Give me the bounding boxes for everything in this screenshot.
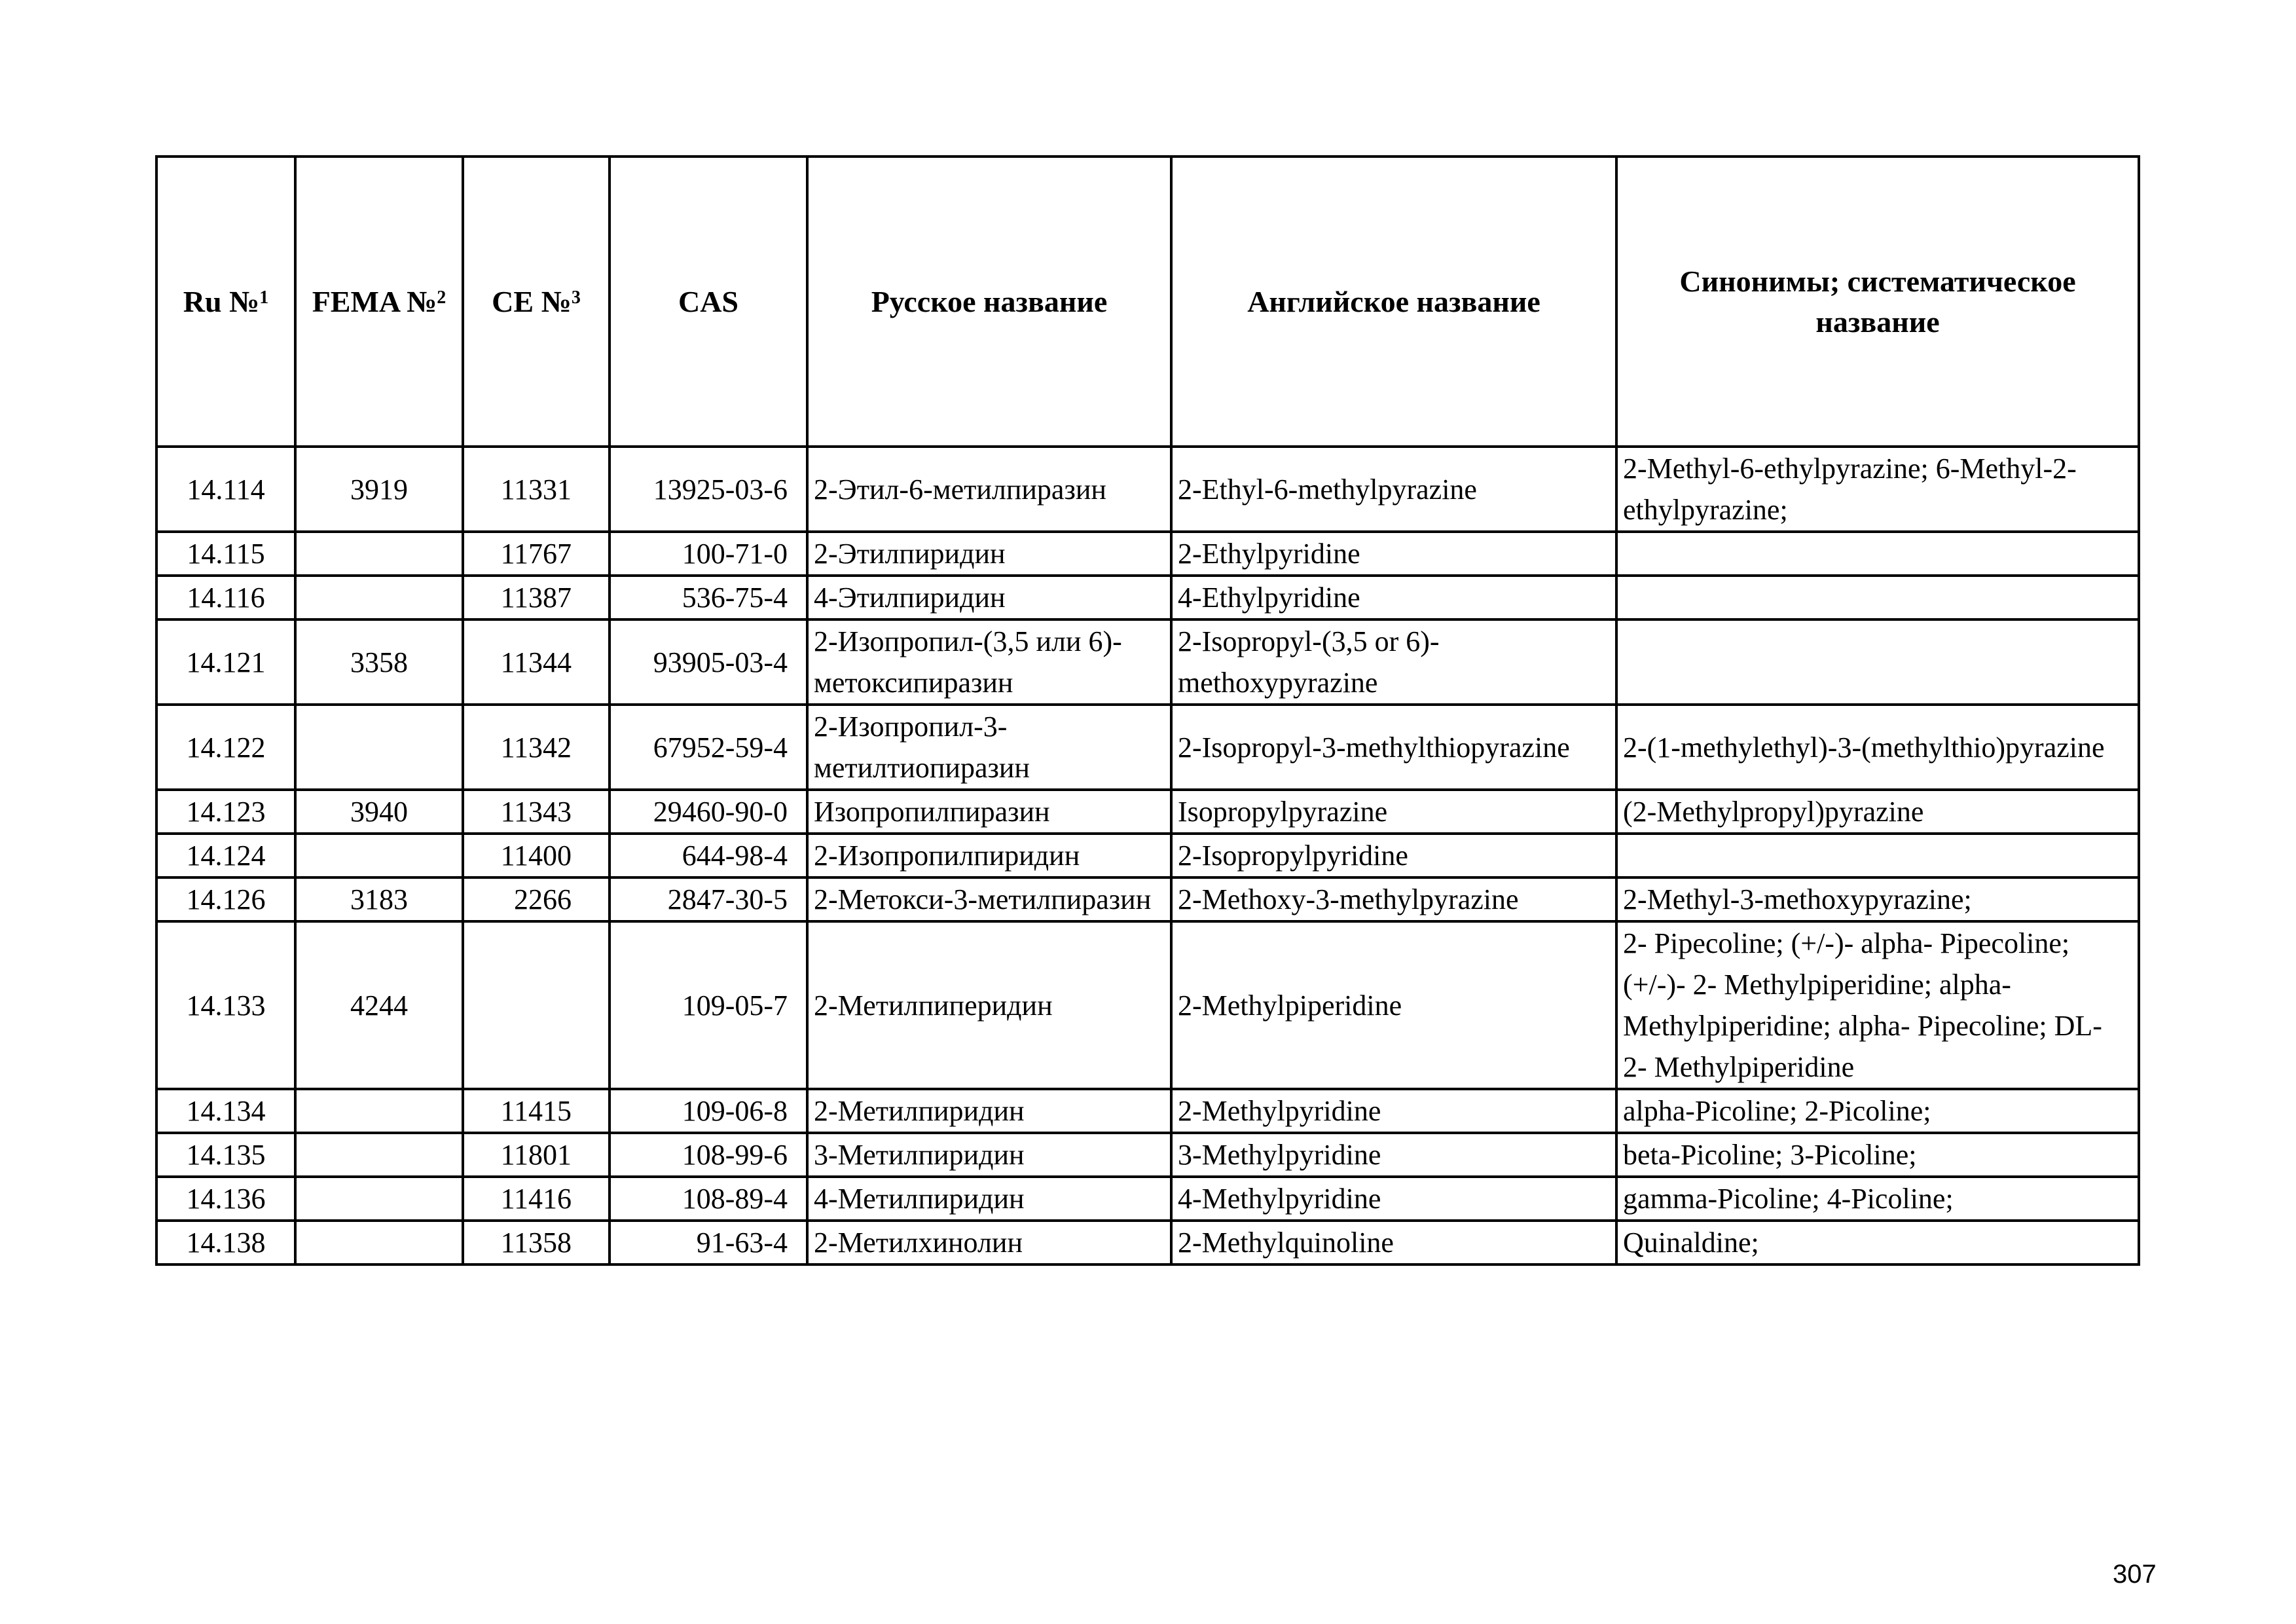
cell-fema-number bbox=[295, 834, 463, 877]
cell-russian-name: Изопропилпиразин bbox=[807, 790, 1171, 834]
cell-ru-number: 14.122 bbox=[156, 705, 295, 790]
cell-synonyms bbox=[1616, 619, 2139, 705]
cell-english-name: 2-Methoxy-3-methylpyrazine bbox=[1171, 877, 1616, 921]
cell-cas: 67952-59-4 bbox=[610, 705, 807, 790]
cell-fema-number bbox=[295, 532, 463, 576]
cell-synonyms: alpha-Picoline; 2-Picoline; bbox=[1616, 1089, 2139, 1133]
cell-ru-number: 14.116 bbox=[156, 576, 295, 619]
table-row bbox=[156, 834, 2139, 877]
cell-english-name: 2-Methylpyridine bbox=[1171, 1089, 1616, 1133]
table-row bbox=[156, 1177, 2139, 1221]
cell-russian-name: 2-Метокси-3-метилпиразин bbox=[807, 877, 1171, 921]
header-row bbox=[156, 157, 2139, 447]
cell-russian-name: 2-Изопропилпиридин bbox=[807, 834, 1171, 877]
cell-russian-name: 2-Метилхинолин bbox=[807, 1221, 1171, 1264]
header-ru-number: Ru №$^1$ bbox=[156, 157, 295, 447]
cell-fema-number: 3183 bbox=[295, 877, 463, 921]
cell-russian-name: 2-Этил-6-метилпиразин bbox=[807, 447, 1171, 532]
cell-english-name: 2-Isopropylpyridine bbox=[1171, 834, 1616, 877]
cell-synonyms: beta-Picoline; 3-Picoline; bbox=[1616, 1133, 2139, 1177]
cell-synonyms bbox=[1616, 532, 2139, 576]
cell-synonyms: 2- Pipecoline; (+/-)- alpha- Pipecoline; (+/-)- 2- Methylpiperidine; alpha-Methylpiperidine; alpha- Pipecoline; DL- 2- Methylpiperidine bbox=[1616, 921, 2139, 1089]
header-synonyms: Синонимы; систематическое название bbox=[1616, 157, 2139, 447]
cell-english-name: 2-Isopropyl-(3,5 or 6)-methoxypyrazine bbox=[1171, 619, 1616, 705]
cell-russian-name: 2-Изопропил-(3,5 или 6)-метоксипиразин bbox=[807, 619, 1171, 705]
cell-ru-number: 14.114 bbox=[156, 447, 295, 532]
header-english-name: Английское название bbox=[1171, 157, 1616, 447]
cell-fema-number bbox=[295, 1133, 463, 1177]
table-row bbox=[156, 877, 2139, 921]
header-fema-number: FEMA №$^2$ bbox=[295, 157, 463, 447]
cell-synonyms: 2-Methyl-3-methoxypyrazine; bbox=[1616, 877, 2139, 921]
cell-ce-number: 11342 bbox=[463, 705, 610, 790]
cell-fema-number bbox=[295, 1221, 463, 1264]
cell-english-name: 2-Ethyl-6-methylpyrazine bbox=[1171, 447, 1616, 532]
cell-fema-number bbox=[295, 1089, 463, 1133]
header-russian-name: Русское название bbox=[807, 157, 1171, 447]
cell-english-name: 4-Ethylpyridine bbox=[1171, 576, 1616, 619]
cell-ru-number: 14.134 bbox=[156, 1089, 295, 1133]
table-row bbox=[156, 1089, 2139, 1133]
cell-cas: 108-99-6 bbox=[610, 1133, 807, 1177]
flavoring-substances-table-wrapper bbox=[155, 155, 2138, 1266]
cell-cas: 2847-30-5 bbox=[610, 877, 807, 921]
table-row bbox=[156, 705, 2139, 790]
cell-fema-number: 4244 bbox=[295, 921, 463, 1089]
cell-cas: 644-98-4 bbox=[610, 834, 807, 877]
cell-synonyms bbox=[1616, 576, 2139, 619]
cell-ce-number: 11416 bbox=[463, 1177, 610, 1221]
cell-fema-number: 3919 bbox=[295, 447, 463, 532]
cell-ru-number: 14.138 bbox=[156, 1221, 295, 1264]
footnote-marker: 2 bbox=[437, 287, 446, 308]
cell-ce-number: 11344 bbox=[463, 619, 610, 705]
cell-ru-number: 14.124 bbox=[156, 834, 295, 877]
header-ce-number: CE №$^3$ bbox=[463, 157, 610, 447]
table-row bbox=[156, 576, 2139, 619]
cell-english-name: Isopropylpyrazine bbox=[1171, 790, 1616, 834]
cell-english-name: 2-Ethylpyridine bbox=[1171, 532, 1616, 576]
cell-english-name: 2-Methylpiperidine bbox=[1171, 921, 1616, 1089]
table-row bbox=[156, 1133, 2139, 1177]
cell-ru-number: 14.136 bbox=[156, 1177, 295, 1221]
cell-ru-number: 14.121 bbox=[156, 619, 295, 705]
cell-ce-number: 11387 bbox=[463, 576, 610, 619]
cell-cas: 93905-03-4 bbox=[610, 619, 807, 705]
cell-ce-number: 11343 bbox=[463, 790, 610, 834]
footnote-marker: 3 bbox=[571, 287, 581, 308]
cell-cas: 108-89-4 bbox=[610, 1177, 807, 1221]
page-number: 307 bbox=[2113, 1560, 2157, 1589]
cell-cas: 109-06-8 bbox=[610, 1089, 807, 1133]
flavoring-substances-table bbox=[155, 155, 2140, 1266]
header-cas: CAS bbox=[610, 157, 807, 447]
cell-fema-number bbox=[295, 576, 463, 619]
cell-ce-number: 11331 bbox=[463, 447, 610, 532]
table-header bbox=[156, 157, 2139, 447]
cell-russian-name: 2-Изопропил-3-метилтиопиразин bbox=[807, 705, 1171, 790]
cell-russian-name: 4-Этилпиридин bbox=[807, 576, 1171, 619]
cell-ru-number: 14.133 bbox=[156, 921, 295, 1089]
cell-synonyms: gamma-Picoline; 4-Picoline; bbox=[1616, 1177, 2139, 1221]
table-row bbox=[156, 619, 2139, 705]
cell-ce-number: 11767 bbox=[463, 532, 610, 576]
cell-fema-number bbox=[295, 1177, 463, 1221]
cell-english-name: 2-Methylquinoline bbox=[1171, 1221, 1616, 1264]
cell-english-name: 4-Methylpyridine bbox=[1171, 1177, 1616, 1221]
cell-cas: 536-75-4 bbox=[610, 576, 807, 619]
cell-synonyms: (2-Methylpropyl)pyrazine bbox=[1616, 790, 2139, 834]
table-row bbox=[156, 532, 2139, 576]
footnote-marker: 1 bbox=[259, 287, 269, 308]
cell-russian-name: 3-Метилпиридин bbox=[807, 1133, 1171, 1177]
cell-synonyms: 2-Methyl-6-ethylpyrazine; 6-Methyl-2-ethylpyrazine; bbox=[1616, 447, 2139, 532]
cell-russian-name: 2-Метилпиперидин bbox=[807, 921, 1171, 1089]
cell-ce-number: 11400 bbox=[463, 834, 610, 877]
cell-ce-number: 2266 bbox=[463, 877, 610, 921]
cell-synonyms bbox=[1616, 834, 2139, 877]
cell-english-name: 3-Methylpyridine bbox=[1171, 1133, 1616, 1177]
cell-cas: 13925-03-6 bbox=[610, 447, 807, 532]
cell-ce-number: 11358 bbox=[463, 1221, 610, 1264]
cell-english-name: 2-Isopropyl-3-methylthiopyrazine bbox=[1171, 705, 1616, 790]
cell-cas: 91-63-4 bbox=[610, 1221, 807, 1264]
cell-ce-number: 11801 bbox=[463, 1133, 610, 1177]
table-row bbox=[156, 1221, 2139, 1264]
cell-ru-number: 14.115 bbox=[156, 532, 295, 576]
cell-ru-number: 14.123 bbox=[156, 790, 295, 834]
cell-cas: 29460-90-0 bbox=[610, 790, 807, 834]
cell-fema-number bbox=[295, 705, 463, 790]
cell-russian-name: 4-Метилпиридин bbox=[807, 1177, 1171, 1221]
cell-russian-name: 2-Этилпиридин bbox=[807, 532, 1171, 576]
table-row bbox=[156, 790, 2139, 834]
table-row bbox=[156, 921, 2139, 1089]
table-row bbox=[156, 447, 2139, 532]
table-body bbox=[156, 447, 2139, 1264]
cell-fema-number: 3358 bbox=[295, 619, 463, 705]
cell-cas: 100-71-0 bbox=[610, 532, 807, 576]
cell-ce-number: 11415 bbox=[463, 1089, 610, 1133]
cell-synonyms: 2-(1-methylethyl)-3-(methylthio)pyrazine bbox=[1616, 705, 2139, 790]
cell-russian-name: 2-Метилпиридин bbox=[807, 1089, 1171, 1133]
cell-ru-number: 14.135 bbox=[156, 1133, 295, 1177]
cell-ru-number: 14.126 bbox=[156, 877, 295, 921]
cell-synonyms: Quinaldine; bbox=[1616, 1221, 2139, 1264]
cell-ce-number bbox=[463, 921, 610, 1089]
cell-fema-number: 3940 bbox=[295, 790, 463, 834]
cell-cas: 109-05-7 bbox=[610, 921, 807, 1089]
